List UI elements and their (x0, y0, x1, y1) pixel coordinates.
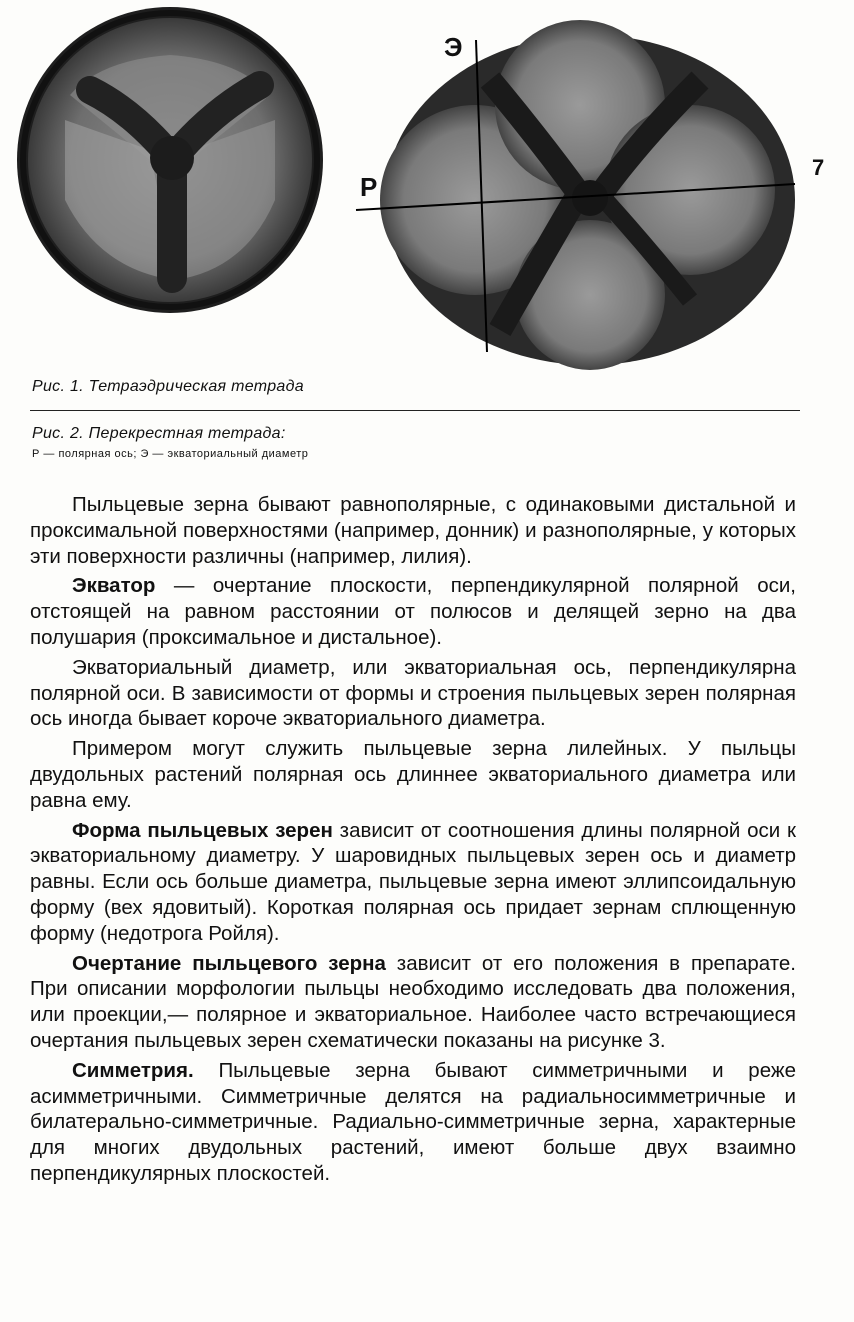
term-symmetry: Симметрия. (72, 1058, 194, 1082)
figure-1-caption: Рис. 1. Тетраэдрическая тетрада (32, 378, 304, 395)
figure-1-tetrahedral-tetrad (17, 7, 323, 313)
figures-svg (0, 0, 854, 380)
term-pollen-shape: Форма пыльцевых зерен (72, 818, 333, 842)
figure-2-cross-tetrad (356, 20, 795, 370)
page-number: 7 (812, 155, 825, 180)
figures-area (0, 0, 854, 380)
paragraph: Примером могут служить пыльцевые зерна лилейных. У пыльцы двудольных растений полярная ось длиннее экваториального диаметра или равна ему. (30, 737, 796, 812)
caption-divider (30, 410, 800, 411)
paragraph: Очертание пыльцевого зерна зависит от его положения в препарате. При описании морфологии пыльцы необходимо исследовать два положения, или проекции,— полярное и экваториальное. Наиболее часто встречающиеся очертания пыльцевых зерен схематически показаны на рисунке 3. (30, 951, 796, 1052)
term-equator: Экватор (72, 574, 156, 598)
paragraph: Пыльцевые зерна бывают равнополярные, с одинаковыми дистальной и проксимальной поверхностями (например, донник) и разнополярные, у которых эти поверхности различны (например, лилия). (30, 493, 796, 568)
axis-label-p: Р (360, 172, 378, 202)
figure-2-caption: Рис. 2. Перекрестная тетрада: (32, 425, 286, 442)
body-text (30, 492, 796, 1191)
paragraph: Экватор — очертание плоскости, перпендикулярной полярной оси, отстоящей на равном расстоянии от полюсов и делящей зерно на два полушария (проксимальное и дистальное). (30, 574, 796, 649)
paragraph: Форма пыльцевых зерен зависит от соотношения длины полярной оси к экваториальному диаметру. У шаровидных пыльцевых зерен ось и диаметр равны. Если ось больше диаметра, пыльцевые зерна имеют эллипсоидальную форму (вех ядовитый). Короткая полярная ось придает зернам сплющенную форму (недотрога Ройля). (30, 818, 796, 945)
axis-label-e: Э (444, 32, 463, 62)
paragraph: Симметрия. Пыльцевые зерна бывают симметричными и реже асимметричными. Симметричные делятся на радиальносимметричные и билатерально-симметричные. Радиально-симметричные зерна, характерные для многих двудольных растений, имеют больше двух взаимно перпендикулярных плоскостей. (30, 1058, 796, 1185)
paragraph: Экваториальный диаметр, или экваториальная ось, перпендикулярна полярной оси. В зависимости от формы и строения пыльцевых зерен полярная ось иногда бывает короче экваториального диаметра. (30, 655, 796, 731)
term-pollen-outline: Очертание пыльцевого зерна (72, 951, 386, 975)
figure-2-legend: Р — полярная ось; Э — экваториальный диаметр (32, 448, 309, 460)
